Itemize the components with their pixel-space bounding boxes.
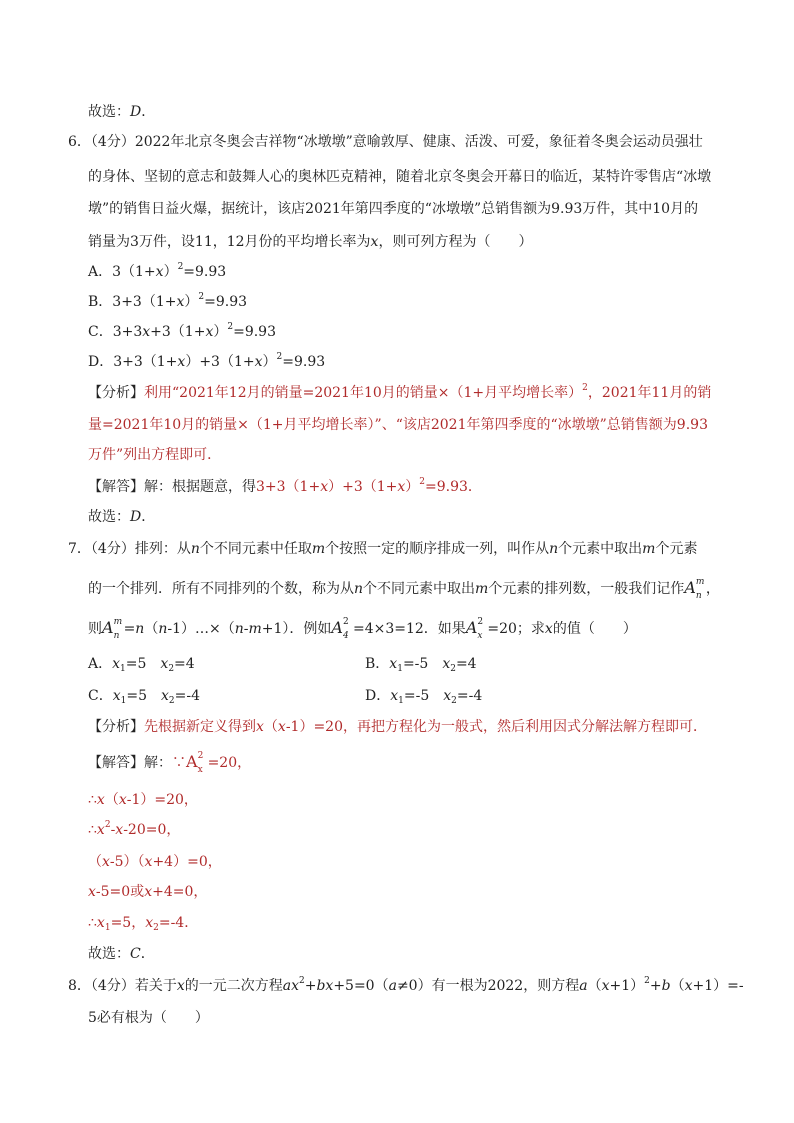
q7-option-d: D．$x_1=-5$ $x_2=-4$ xyxy=(365,688,483,706)
q7-option-c: C．$x_1=5$ $x_2=-4$ xyxy=(88,688,201,706)
q6-stem-line-3: 墩”的销售日益火爆，据统计，该店2021年第四季度的“冰墩墩”总销售额为9.93万件，其中10月的 xyxy=(88,201,699,217)
q7-stem-line-3: 则A m n =n（n-1）…×（n-m+1）．例如A 2 4 =4×3=12．如果A 2 x =20；求x的值（ ） xyxy=(88,617,637,641)
q7-solution-step-2: $\therefore x^2-x-20=0$， xyxy=(88,820,181,838)
q7-stem-line-1: 7．（4分）排列：从n个不同元素中任取m个按照一定的顺序排成一列，叫作从n个元素中取出m个元素 xyxy=(68,541,698,557)
q6-option-a: A．$3(1+x)^2=9.93$ xyxy=(88,262,227,280)
q6-stem-line-2: 的身体、坚韧的意志和鼓舞人心的奥林匹克精神，随着北京冬奥会开幕日的临近，某特许零售店“冰墩 xyxy=(88,169,712,185)
q6-option-d: D．$3+3(1+x)+3(1+x)^2=9.93$ xyxy=(88,352,326,370)
q7-option-b: B．$x_1=-5$ $x_2=4$ xyxy=(365,656,477,674)
q6-answer-choice: 故选：D． xyxy=(88,509,156,525)
q6-option-b: B．$3+3(1+x)^2=9.93$ xyxy=(88,292,248,310)
q7-stem-line-2: 的一个排列．所有不同排列的个数，称为从n个不同元素中取出m个元素的排列数，一般我们记作A m n ， xyxy=(88,577,720,601)
q7-solution-step-3: （x-5）（x+4）=0， xyxy=(88,854,222,870)
q6-analysis-line-3: 万件”列出方程即可． xyxy=(88,447,222,463)
q7-analysis: 【分析】先根据新定义得到x（x-1）=20，再把方程化为一般式，然后利用因式分解法解方程即可． xyxy=(88,719,707,735)
q7-solution-step-5: $\therefore x_1=5$，$x_2=-4$． xyxy=(88,915,199,933)
q6-stem-line-1: 6．（4分）2022年北京冬奥会吉祥物“冰墩墩”意喻敦厚、健康、活泼、可爱，象征着冬奥会运动员强壮 xyxy=(68,134,703,150)
q6-analysis-line-1: 【分析】利用“2021年12月的销量=2021年10月的销量×（1+月平均增长率）$^2$，2021年11月的销 xyxy=(88,383,712,401)
q6-stem-line-4: 销量为3万件，设11，12月份的平均增长率为x，则可列方程为（ ） xyxy=(88,234,533,250)
q8-stem-line-2: 5必有根为（ ） xyxy=(88,1010,209,1026)
q7-option-a: A．$x_1=5$ $x_2=4$ xyxy=(88,656,195,674)
q5-answer-choice: 故选：D． xyxy=(88,104,156,120)
q6-analysis-line-2: 量=2021年10月的销量×（1+月平均增长率）”、“该店2021年第四季度的“冰墩墩”总销售额为9.93 xyxy=(88,417,708,433)
q7-solution-line-1: 【解答】解：∵A 2 x =20， xyxy=(88,751,252,775)
q7-answer-choice: 故选：C． xyxy=(88,946,155,962)
q7-solution-step-4: x-5=0或x+4=0， xyxy=(88,884,208,900)
q7-solution-step-1: ∴x（x-1）=20， xyxy=(88,792,198,808)
q6-option-c: C．$3+3x+3(1+x)^2=9.93$ xyxy=(88,322,276,340)
q8-stem-line-1: 8．（4分）若关于x的一元二次方程$ax^2+bx+5=0(a\ne 0)$有一根为2022，则方程$a(x+1)^2+b(x+1)=-$ xyxy=(68,976,744,994)
q6-solution-line-1: 【解答】解：根据题意，得$3+3(1+x)+3(1+x)^2=9.93$． xyxy=(88,477,482,495)
